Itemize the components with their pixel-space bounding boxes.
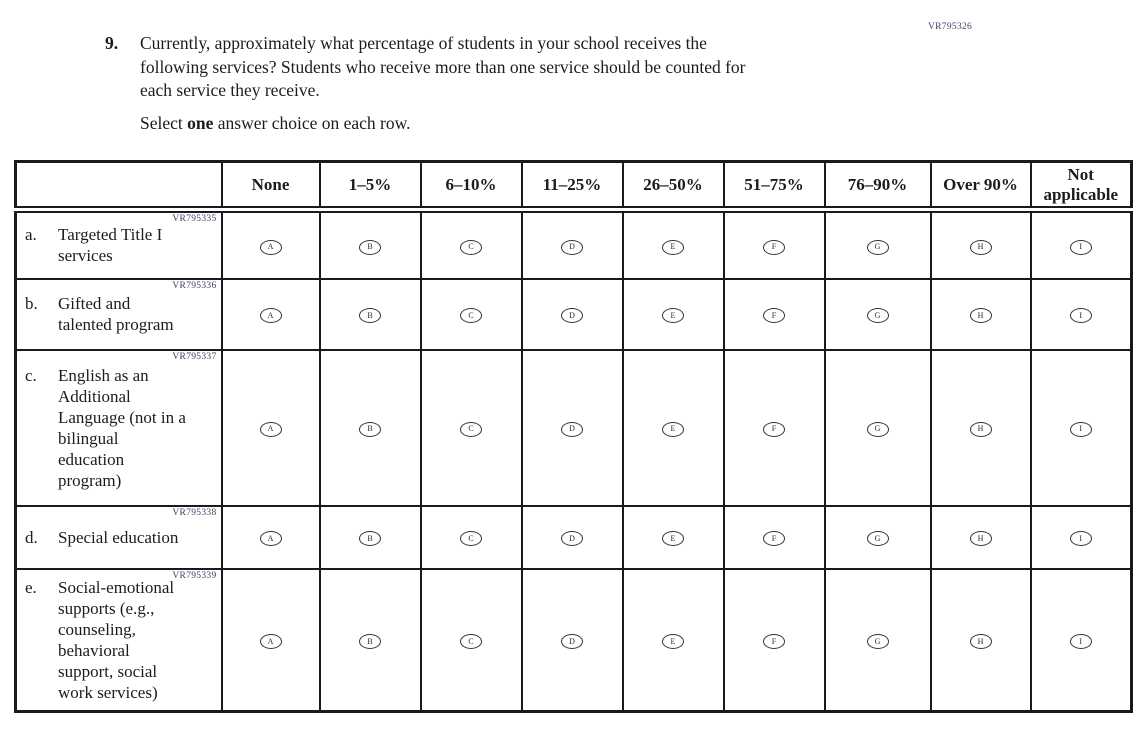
option-bubble-i[interactable]: I [1070,531,1092,546]
table-row [16,569,1132,712]
option-cell [1031,506,1132,569]
option-cell [724,279,825,350]
option-bubble-f[interactable]: F [763,240,785,255]
row-label-line: Targeted Title I [58,225,163,245]
option-cell [825,350,931,506]
table-row [16,279,1132,350]
option-bubble-a[interactable]: A [260,308,282,323]
services-percentage-table [14,160,1133,713]
option-bubble-b[interactable]: B [359,240,381,255]
row-code: VR795338 [172,507,217,518]
option-bubble-b[interactable]: B [359,634,381,649]
column-header: 6–10% [421,162,522,210]
row-code: VR795337 [172,351,217,362]
column-header: None [222,162,320,210]
option-cell [724,350,825,506]
option-cell [931,506,1031,569]
option-cell [522,569,623,712]
row-label-line: education [58,449,125,469]
option-cell [320,210,421,279]
column-header-row [16,162,1132,210]
row-label [17,224,221,266]
option-cell [825,569,931,712]
option-bubble-g[interactable]: G [867,422,889,437]
option-bubble-d[interactable]: D [561,308,583,323]
column-header: 11–25% [522,162,623,210]
option-bubble-d[interactable]: D [561,240,583,255]
option-bubble-f[interactable]: F [763,531,785,546]
option-bubble-a[interactable]: A [260,634,282,649]
row-letter: a. [25,225,37,245]
option-cell [623,210,724,279]
row-label [17,577,221,703]
option-cell [1031,350,1132,506]
option-bubble-b[interactable]: B [359,422,381,437]
column-header: 51–75% [724,162,825,210]
row-letter: b. [25,294,38,313]
row-code: VR795339 [172,570,217,581]
option-cell [931,569,1031,712]
option-cell [724,210,825,279]
option-bubble-i[interactable]: I [1070,240,1092,255]
option-cell [421,279,522,350]
option-cell [931,279,1031,350]
row-letter: c. [25,365,37,385]
option-bubble-c[interactable]: C [460,634,482,649]
option-bubble-g[interactable]: G [867,308,889,323]
row-label-line: Language (not in a [58,407,186,427]
row-label-line: Special education [58,527,179,547]
row-label-text [58,577,174,703]
row-label-text [58,365,186,491]
option-bubble-a[interactable]: A [260,240,282,255]
option-bubble-f[interactable]: F [763,634,785,649]
row-label-text [58,224,162,266]
option-cell [421,210,522,279]
option-bubble-c[interactable]: C [460,308,482,323]
option-bubble-c[interactable]: C [460,531,482,546]
instruction-suffix: answer choice on each row. [213,112,411,133]
table-body [16,210,1132,712]
option-cell [421,569,522,712]
option-cell [825,506,931,569]
option-cell [1031,569,1132,712]
row-label-line: work services) [58,682,158,702]
option-cell [421,506,522,569]
row-header [16,506,222,569]
option-bubble-f[interactable]: F [763,422,785,437]
question-text-line: Currently, approximately what percentage of students in your school receives the [140,33,707,53]
row-code: VR795336 [172,280,217,291]
option-cell [825,279,931,350]
option-bubble-b[interactable]: B [359,308,381,323]
option-cell [724,506,825,569]
option-bubble-h[interactable]: H [970,240,992,255]
row-code: VR795335 [172,214,217,224]
question-body [140,32,746,135]
option-bubble-g[interactable]: G [867,531,889,546]
question-text [140,32,746,103]
option-bubble-i[interactable]: I [1070,422,1092,437]
row-letter: d. [25,527,38,547]
row-label-text [58,293,174,335]
row-label-line: program) [58,470,122,490]
option-cell [825,210,931,279]
option-bubble-d[interactable]: D [561,634,583,649]
row-label-line: English as an [58,365,149,385]
table-row [16,506,1132,569]
option-cell [522,506,623,569]
column-header: Not applicable [1031,162,1132,210]
option-bubble-i[interactable]: I [1070,634,1092,649]
option-cell [522,350,623,506]
corner-cell [16,162,222,210]
option-cell [222,350,320,506]
row-header [16,569,222,712]
row-label-line: behavioral [58,640,130,660]
option-bubble-c[interactable]: C [460,422,482,437]
option-bubble-h[interactable]: H [970,422,992,437]
option-bubble-e[interactable]: E [662,422,684,437]
row-label-line: counseling, [58,619,136,639]
option-cell [421,350,522,506]
row-label-line: support, social [58,661,158,681]
row-label-line: talented program [58,315,174,334]
table-row [16,210,1132,279]
option-bubble-a[interactable]: A [260,531,282,546]
option-cell [1031,210,1132,279]
column-header: Over 90% [931,162,1031,210]
option-bubble-b[interactable]: B [359,531,381,546]
option-bubble-c[interactable]: C [460,240,482,255]
table-row [16,350,1132,506]
question-text-line: following services? Students who receive more than one service should be counted for [140,56,746,77]
option-cell [623,279,724,350]
instruction-prefix: Select [140,112,188,133]
question-text-line: each service they receive. [140,80,320,100]
option-cell [320,350,421,506]
option-bubble-h[interactable]: H [970,531,992,546]
instruction-bold-word: one [187,112,214,133]
option-cell [931,350,1031,506]
option-bubble-h[interactable]: H [970,308,992,323]
option-bubble-h[interactable]: H [970,634,992,649]
option-bubble-a[interactable]: A [260,422,282,437]
question-number: 9. [105,33,119,53]
option-cell [931,210,1031,279]
row-label [17,527,221,548]
option-cell [1031,279,1132,350]
option-bubble-i[interactable]: I [1070,308,1092,323]
option-bubble-e[interactable]: E [662,240,684,255]
option-cell [222,569,320,712]
option-cell [222,506,320,569]
row-label-line: services [58,246,113,266]
option-cell [522,279,623,350]
option-bubble-d[interactable]: D [561,422,583,437]
option-cell [623,506,724,569]
option-cell [623,350,724,506]
row-header [16,279,222,350]
option-bubble-e[interactable]: E [662,634,684,649]
column-header: 1–5% [320,162,421,210]
option-cell [320,569,421,712]
row-header [16,210,222,279]
row-label-line: Social-emotional [58,577,175,597]
option-bubble-g[interactable]: G [867,634,889,649]
column-header: 26–50% [623,162,724,210]
option-cell [222,279,320,350]
row-label-line: supports (e.g., [58,598,155,618]
option-bubble-d[interactable]: D [561,531,583,546]
row-letter: e. [25,577,37,597]
column-header: 76–90% [825,162,931,210]
row-label-line: bilingual [58,428,119,448]
option-cell [222,210,320,279]
option-bubble-e[interactable]: E [662,308,684,323]
option-cell [724,569,825,712]
row-label-text [58,527,178,548]
option-bubble-f[interactable]: F [763,308,785,323]
question-block [105,32,746,135]
option-bubble-e[interactable]: E [662,531,684,546]
option-cell [623,569,724,712]
row-label-line: Gifted and [58,294,131,313]
form-code: VR795326 [928,22,973,32]
row-label [17,365,221,491]
row-header [16,350,222,506]
row-label [17,293,221,335]
option-bubble-g[interactable]: G [867,240,889,255]
option-cell [320,506,421,569]
option-cell [320,279,421,350]
question-instruction [140,112,746,136]
row-label-line: Additional [58,386,131,406]
option-cell [522,210,623,279]
